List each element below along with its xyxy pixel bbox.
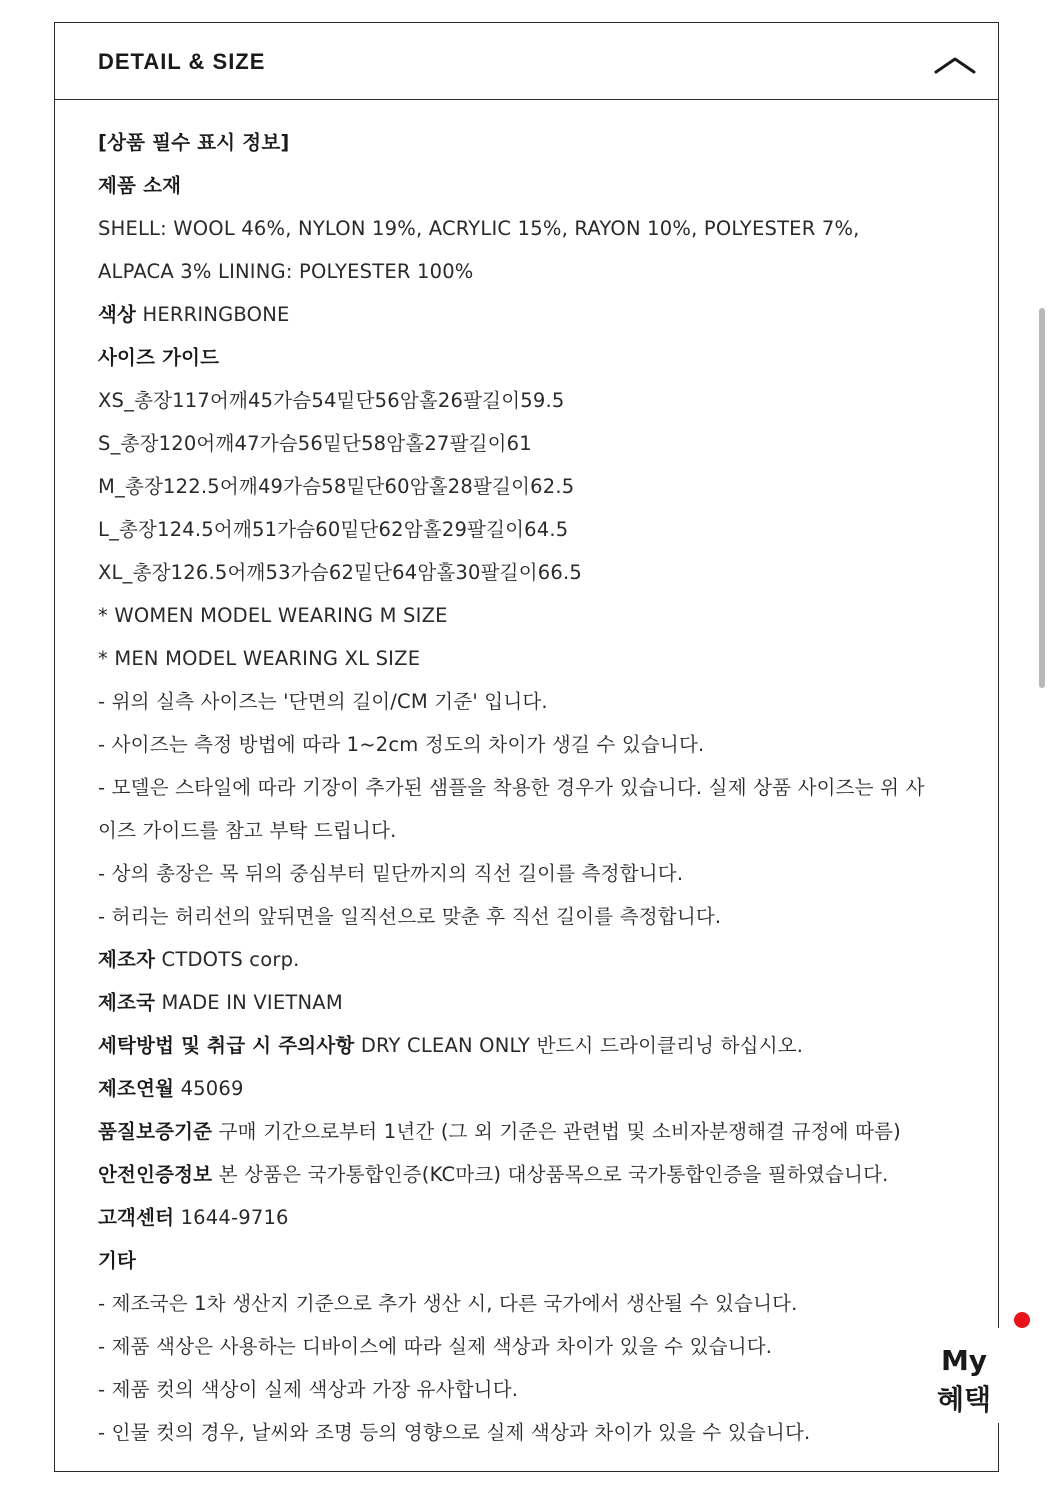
manufacturer-value: CTDOTS corp. xyxy=(161,948,300,971)
notification-dot xyxy=(1014,1312,1030,1328)
date-label: 제조연월 xyxy=(98,1077,175,1100)
color-value: HERRINGBONE xyxy=(142,303,290,326)
material-label: 제품 소재 xyxy=(98,174,182,197)
etc-note: - 제품 컷의 색상이 실제 색상과 가장 유사합니다. xyxy=(98,1378,519,1401)
size-note: - 모델은 스타일에 따라 기장이 추가된 샘플을 착용한 경우가 있습니다. 실제 상품 사이즈는 위 사 xyxy=(98,776,925,799)
panel-title: DETAIL & SIZE xyxy=(98,49,266,74)
care-value: DRY CLEAN ONLY 반드시 드라이클리닝 하십시오. xyxy=(360,1034,804,1057)
size-note: 이즈 가이드를 참고 부탁 드립니다. xyxy=(98,819,397,842)
cs-value: 1644-9716 xyxy=(180,1206,289,1229)
safety-value: 본 상품은 국가통합인증(KC마크) 대상품목으로 국가통합인증을 필하였습니다. xyxy=(218,1163,889,1186)
benefit-label-line1: My xyxy=(940,1344,988,1377)
color-row xyxy=(98,293,958,336)
size-note: - 위의 실측 사이즈는 '단면의 길이/CM 기준' 입니다. xyxy=(98,690,548,713)
date-value: 45069 xyxy=(180,1077,244,1100)
detail-size-header[interactable] xyxy=(55,23,998,100)
safety-label: 안전인증정보 xyxy=(98,1163,213,1186)
etc-note: - 제품 색상은 사용하는 디바이스에 따라 실제 색상과 차이가 있을 수 있습니다. xyxy=(98,1335,773,1358)
size-guide-label: 사이즈 가이드 xyxy=(98,346,220,369)
benefit-label-line2: 혜택 xyxy=(936,1383,992,1416)
cs-label: 고객센터 xyxy=(98,1206,175,1229)
size-note: - 허리는 허리선의 앞뒤면을 일직선으로 맞춘 후 직선 길이를 측정합니다. xyxy=(98,905,722,928)
warranty-label: 품질보증기준 xyxy=(98,1120,213,1143)
detail-content xyxy=(98,121,958,1454)
size-note: - 상의 총장은 목 뒤의 중심부터 밑단까지의 직선 길이를 측정합니다. xyxy=(98,862,684,885)
material-line: SHELL: WOOL 46%, NYLON 19%, ACRYLIC 15%, RAYON 10%, POLYESTER 7%, xyxy=(98,217,860,240)
country-label: 제조국 xyxy=(98,991,156,1014)
warranty-value: 구매 기간으로부터 1년간 (그 외 기준은 관련법 및 소비자분쟁해결 규정에 따름) xyxy=(218,1120,901,1143)
my-benefit-button[interactable] xyxy=(928,1328,1000,1423)
care-label: 세탁방법 및 취급 시 주의사항 xyxy=(98,1034,355,1057)
manufacturer-label: 제조자 xyxy=(98,948,156,971)
date-row xyxy=(98,1067,958,1110)
size-row: XL_총장126.5어깨53가슴62밑단64암홀30팔길이66.5 xyxy=(98,561,582,584)
color-label: 색상 xyxy=(98,303,137,326)
etc-note: - 인물 컷의 경우, 날씨와 조명 등의 영향으로 실제 색상과 차이가 있을 수 있습니다. xyxy=(98,1421,811,1444)
size-row: M_총장122.5어깨49가슴58밑단60암홀28팔길이62.5 xyxy=(98,475,575,498)
scrollbar[interactable] xyxy=(1039,308,1045,688)
section-label: [상품 필수 표시 정보] xyxy=(98,131,290,154)
cs-row xyxy=(98,1196,958,1239)
detail-size-panel xyxy=(54,22,999,1472)
etc-note: - 제조국은 1차 생산지 기준으로 추가 생산 시, 다른 국가에서 생산될 수 있습니다. xyxy=(98,1292,798,1315)
size-note: - 사이즈는 측정 방법에 따라 1~2cm 정도의 차이가 생길 수 있습니다. xyxy=(98,733,705,756)
country-value: MADE IN VIETNAM xyxy=(161,991,343,1014)
manufacturer-row xyxy=(98,938,958,981)
model-note: * WOMEN MODEL WEARING M SIZE xyxy=(98,604,448,627)
size-row: L_총장124.5어깨51가슴60밑단62암홀29팔길이64.5 xyxy=(98,518,569,541)
safety-row xyxy=(98,1153,958,1196)
care-row xyxy=(98,1024,958,1067)
chevron-up-icon[interactable] xyxy=(934,55,976,75)
country-row xyxy=(98,981,958,1024)
size-row: S_총장120어깨47가슴56밑단58암홀27팔길이61 xyxy=(98,432,532,455)
size-row: XS_총장117어깨45가슴54밑단56암홀26팔길이59.5 xyxy=(98,389,565,412)
model-note: * MEN MODEL WEARING XL SIZE xyxy=(98,647,421,670)
warranty-row xyxy=(98,1110,958,1153)
etc-label: 기타 xyxy=(98,1249,137,1272)
material-line: ALPACA 3% LINING: POLYESTER 100% xyxy=(98,260,474,283)
